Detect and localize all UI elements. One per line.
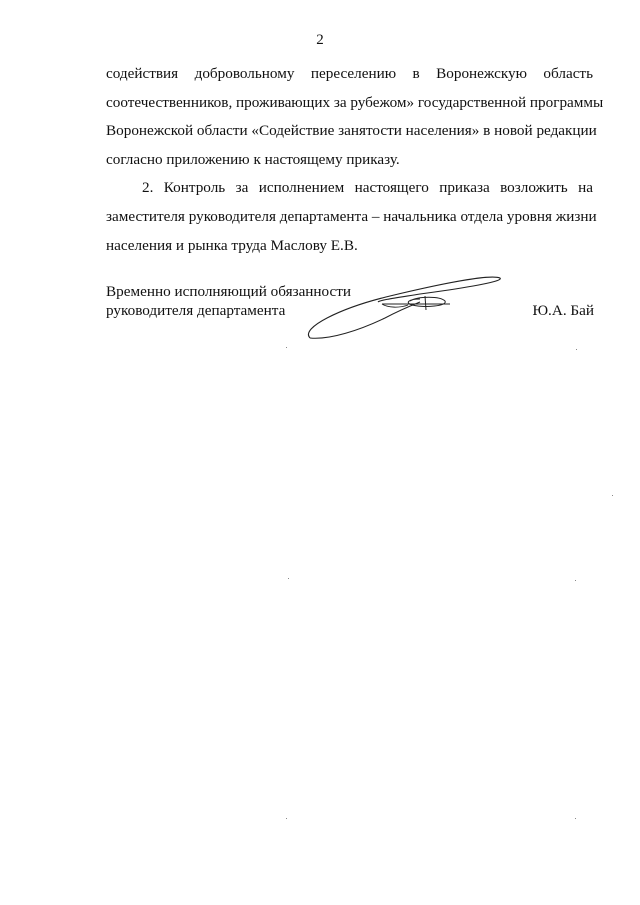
signatory-title-line-2: руководителя департамента (106, 302, 286, 319)
text-line: содействия добровольному переселению в Воронежскую область (106, 65, 593, 82)
signatory-title-line-1: Временно исполняющий обязанности (106, 283, 352, 300)
text-line: согласно приложению к настоящему приказу. (106, 150, 400, 168)
scan-speck (288, 578, 289, 579)
text-line: населения и рынка труда Маслову Е.В. (106, 236, 358, 254)
scan-speck (286, 347, 287, 348)
scan-speck (286, 818, 287, 819)
scan-speck (575, 818, 576, 819)
paragraph-1 (106, 60, 604, 174)
document-body (106, 60, 604, 260)
scan-speck (612, 495, 613, 496)
handwritten-signature (300, 268, 510, 348)
page-number: 2 (316, 32, 324, 48)
signatory-name: Ю.А. Бай (532, 302, 594, 319)
text-line: Воронежской области «Содействие занятости населения» в новой редакции (106, 122, 597, 140)
scan-speck (575, 580, 576, 581)
text-line: соотечественников, проживающих за рубежом» государственной программы (106, 93, 604, 111)
scan-speck (576, 349, 577, 350)
paragraph-2 (106, 174, 597, 260)
text-line: заместителя руководителя департамента – начальника отдела уровня жизни (106, 207, 597, 225)
text-line: 2. Контроль за исполнением настоящего приказа возложить на (142, 179, 593, 197)
